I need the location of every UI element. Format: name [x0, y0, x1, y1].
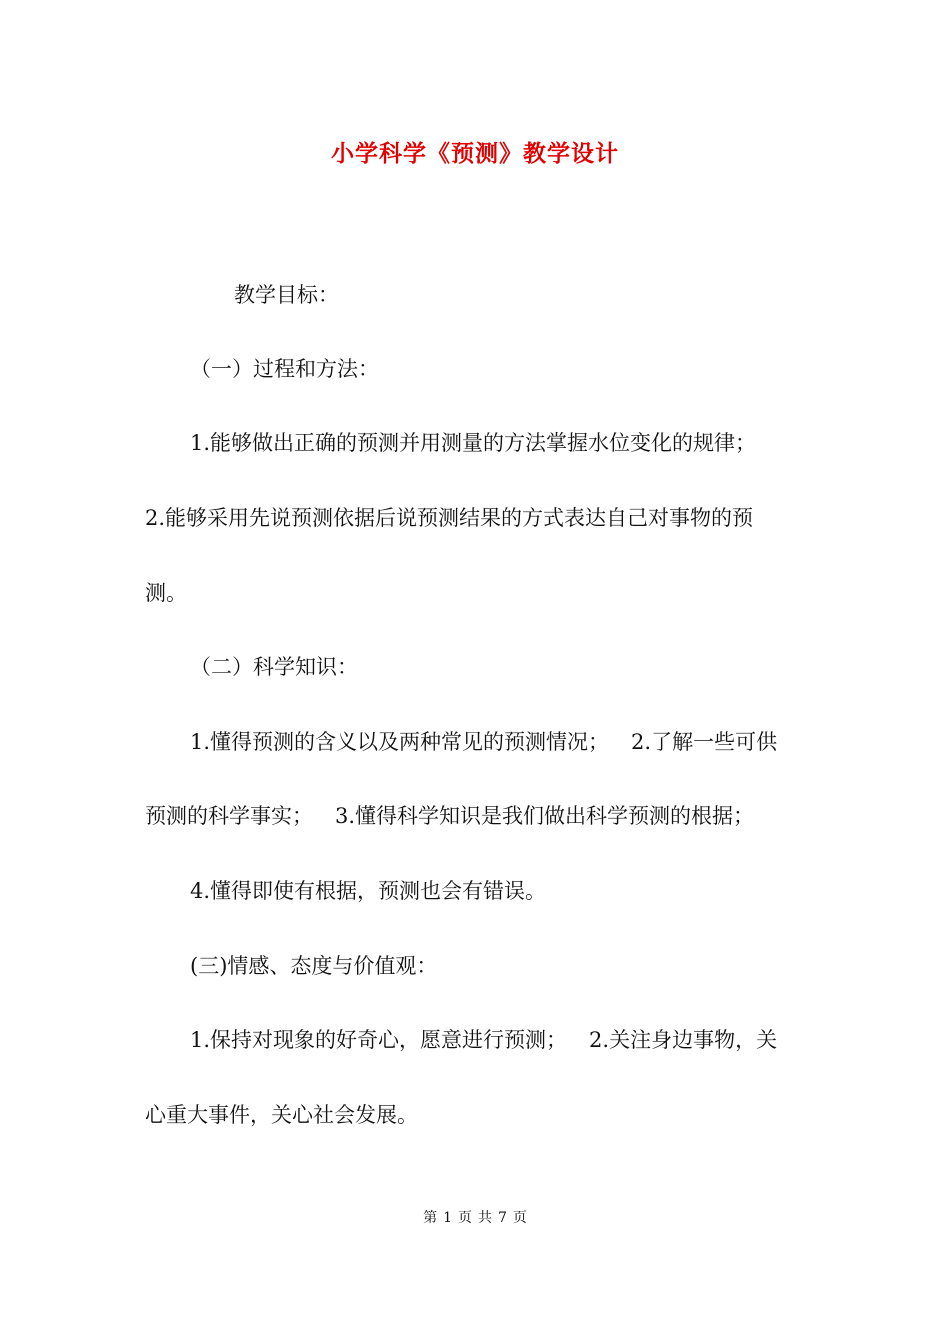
section3-line1-part2: 2.关注身边事物，关 — [589, 1028, 778, 1052]
section3-line2: 心重大事件，关心社会发展。 — [145, 1103, 418, 1127]
section2-line2 — [145, 801, 754, 831]
section1-item2-line1: 2.能够采用先说预测依据后说预测结果的方式表达自己对事物的预 — [145, 506, 754, 530]
section1-item2-line2: 测。 — [145, 581, 187, 605]
section2-line2-part1: 预测的科学事实； — [145, 804, 313, 828]
section2-line1-part2: 2.了解一些可供 — [631, 730, 778, 754]
document-title: 小学科学《预测》教学设计 — [331, 140, 619, 167]
section1-item1: 1.能够做出正确的预测并用测量的方法掌握水位变化的规律； — [190, 431, 757, 455]
footer-page-number: 1 — [443, 1210, 452, 1226]
footer-label-ye2: 页 — [512, 1210, 527, 1226]
footer-total-pages: 7 — [498, 1210, 507, 1226]
section2-line1 — [190, 727, 777, 757]
section3-heading: (三)情感、态度与价值观： — [190, 954, 438, 978]
footer-label-ye: 页 — [458, 1210, 472, 1226]
section1-heading: （一）过程和方法： — [190, 357, 379, 381]
section2-line2-part2: 3.懂得科学知识是我们做出科学预测的根据； — [335, 804, 755, 828]
footer-label-gong: 共 — [478, 1210, 492, 1226]
objectives-heading: 教学目标： — [234, 283, 339, 307]
section2-heading: （二）科学知识： — [190, 655, 358, 679]
footer-label-di: 第 — [423, 1210, 438, 1226]
section3-line1 — [190, 1025, 777, 1055]
page-footer — [0, 1208, 950, 1228]
section3-line1-part1: 1.保持对现象的好奇心，愿意进行预测； — [190, 1028, 568, 1052]
section2-line1-part1: 1.懂得预测的含义以及两种常见的预测情况； — [190, 730, 610, 754]
section2-line3: 4.懂得即使有根据，预测也会有错误。 — [190, 879, 547, 903]
